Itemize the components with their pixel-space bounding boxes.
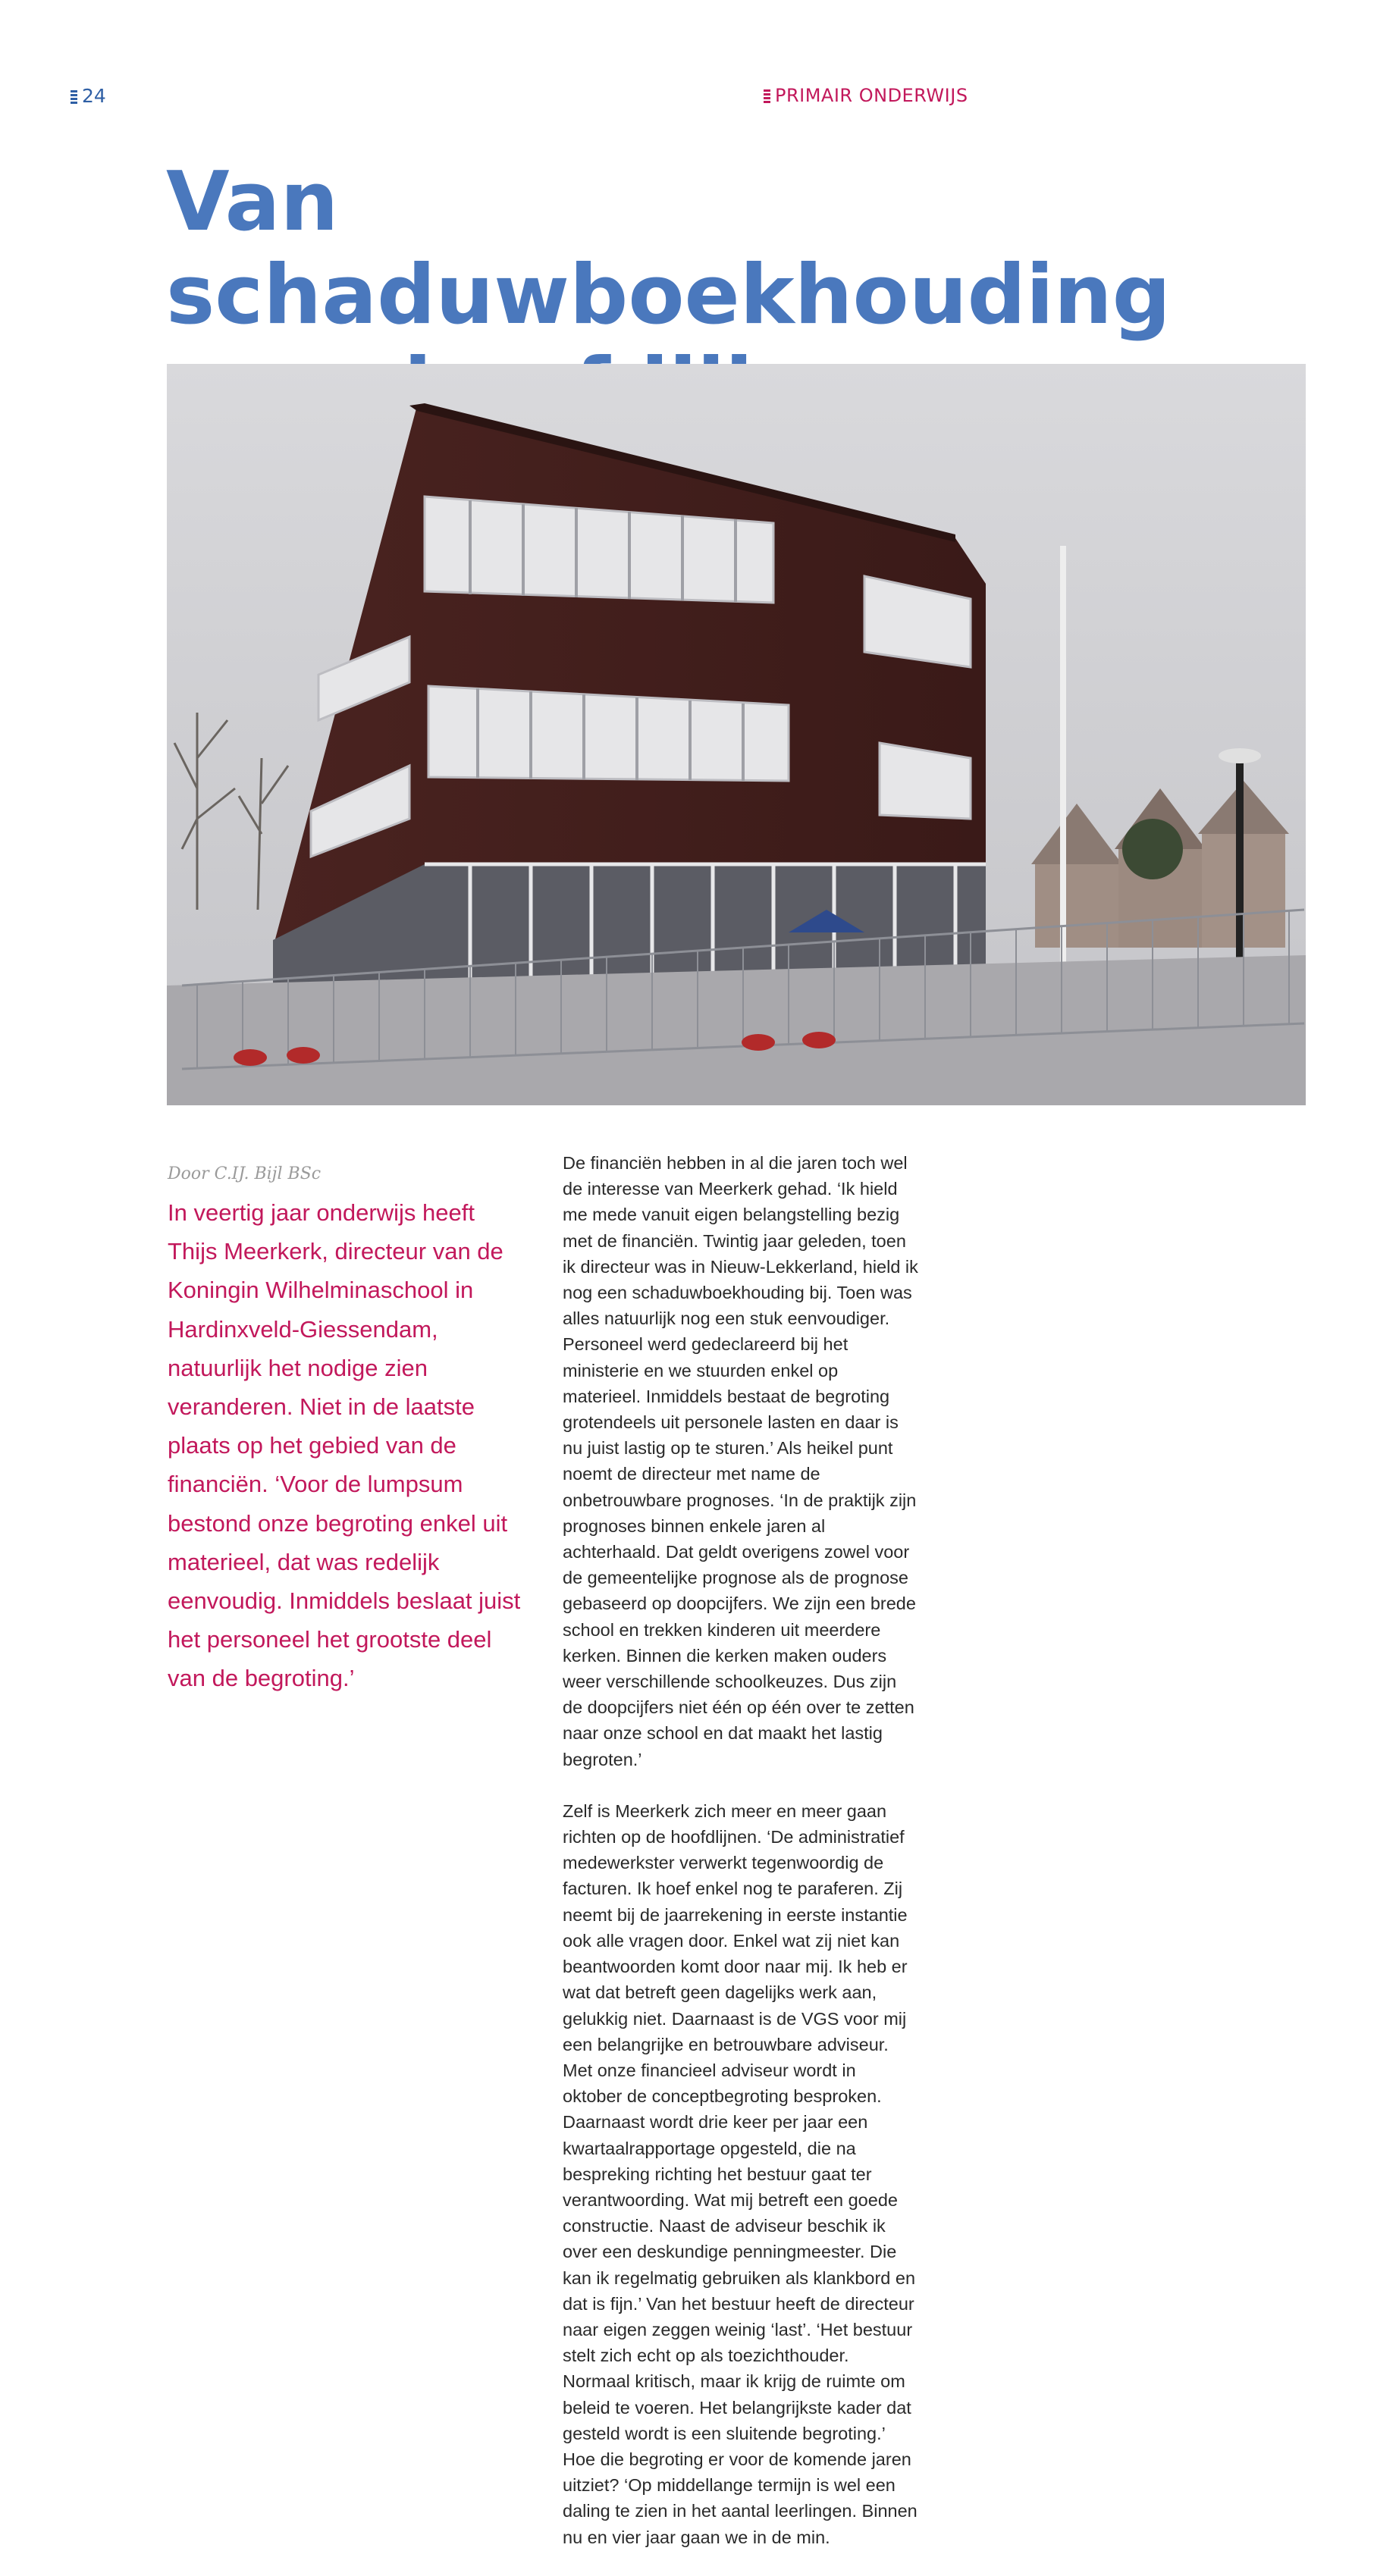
- page-header: [0, 85, 1399, 115]
- bars-icon: [764, 88, 770, 105]
- school-building-photo: [167, 364, 1306, 1105]
- intro-text: In veertig jaar onderwijs heeft Thijs Meerkerk, directeur van de Koningin Wilhelminaschool in Hardinxveld-Giessendam, natuurlijk het nodige zien veranderen. Niet in de laatste plaats op het gebied van de financiën. ‘Voor de lumpsum bestond onze begroting enkel uit materieel, dat was redelijk eenvoudig. Inmiddels beslaat juist het personeel het grootste deel van de begroting.’: [168, 1199, 521, 1692]
- paragraph: De financiën hebben in al die jaren toch wel de interesse van Meerkerk gehad. ‘Ik hield me mede vanuit eigen belangstelling bezig met de financiën. Twintig jaar geleden, toen ik directeur was in Nieuw-Lekkerland, hield ik nog een schaduwboekhouding bij. Toen was alles natuurlijk nog een stuk eenvoudiger. Personeel werd gedeclareerd bij het ministerie en we stuurden enkel op materieel. Inmiddels bestaat de begroting grotendeels uit personele lasten en daar is nu juist lastig op te sturen.’ Als heikel punt noemt de directeur met name de onbetrouwbare prognoses. ‘In de praktijk zijn prognoses binnen enkele jaren al achterhaald. Dat geldt overigens zowel voor de gemeentelijke prognose als de prognose gebaseerd op doopcijfers. We zijn een brede school en trekken kinderen uit meerdere kerken. Binnen die kerken maken ouders weer verschillende schoolkeuzes. Dus zijn de doopcijfers niet één op één over te zetten naar onze school en dat maakt het lastig begroten.’: [563, 1153, 918, 1769]
- bars-icon: [71, 89, 77, 105]
- page-number-text: 24: [82, 85, 106, 107]
- section-label-text: PRIMAIR ONDERWIJS: [775, 85, 968, 106]
- section-label: [764, 85, 968, 106]
- article-title-line-1: Van schaduwboekhouding: [166, 155, 1172, 343]
- byline: Door C.IJ. Bijl BSc: [168, 1164, 322, 1183]
- page-number: [71, 85, 106, 107]
- article-photo: [167, 364, 1306, 1105]
- paragraph: Zelf is Meerkerk zich meer en meer gaan richten op de hoofdlijnen. ‘De administratief medewerkster verwerkt tegenwoordig de facturen. Ik hoef enkel nog te paraferen. Zij neemt bij de jaarrekening in eerste instantie ook alle vragen door. Enkel wat zij niet kan beantwoorden komt door naar mij. Ik heb er wat dat betreft geen dagelijks werk aan, gelukkig niet. Daarnaast is de VGS voor mij een belangrijke en betrouwbare adviseur. Met onze financieel adviseur wordt in oktober de conceptbegroting besproken. Daarnaast wordt drie keer per jaar een kwartaalrapportage opgesteld, die na bespreking richting het bestuur gaat ter verantwoording. Wat mij betreft een goede constructie. Naast de adviseur beschik ik over een deskundige penningmeester. Die kan ik regelmatig gebruiken als klankbord en dat is fijn.’ Van het bestuur heeft de directeur naar eigen zeggen weinig ‘last’. ‘Het bestuur stelt zich echt op als toezichthouder. Normaal kritisch, maar ik krijg de ruimte om beleid te voeren. Het belangrijkste kader dat gesteld wordt is een sluitende begroting.’ Hoe die begroting er voor de komende jaren uitziet? ‘Op middellange termijn is wel een daling te zien in het aantal leerlingen. Binnen nu en vier jaar gaan we in de min.: [563, 1800, 918, 2547]
- article-column-1: [563, 1150, 919, 2576]
